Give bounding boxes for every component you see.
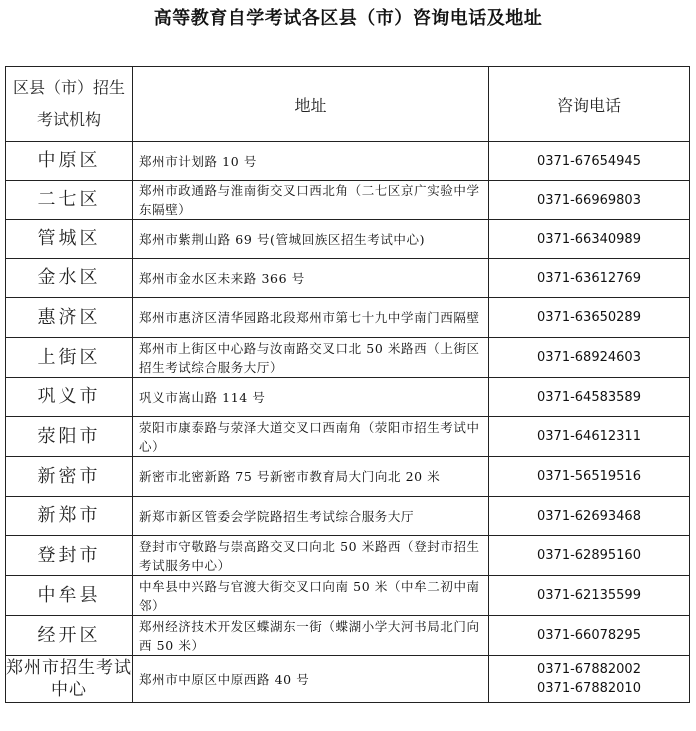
district-name: 中原区 [6, 142, 133, 181]
district-name: 管城区 [6, 220, 133, 259]
address-cell: 郑州市政通路与淮南街交叉口西北角（二七区京广实验中学东隔壁） [133, 181, 489, 220]
table-row [6, 457, 690, 497]
header-district: 区县（市）招生考试机构 [6, 67, 133, 142]
address-cell: 荥阳市康泰路与荥泽大道交叉口西南角（荥阳市招生考试中心） [133, 417, 489, 457]
district-name: 新密市 [6, 457, 133, 497]
table-header-row [6, 67, 690, 142]
phone-number: 0371-67882002 [537, 662, 641, 677]
address-cell: 新密市北密新路 75 号新密市教育局大门向北 20 米 [133, 457, 489, 497]
address-cell: 郑州市中原区中原西路 40 号 [133, 656, 489, 703]
phone-cell: 0371-68924603 [489, 338, 690, 378]
phone-cell: 0371-62693468 [489, 497, 690, 536]
phone-cell: 0371-62895160 [489, 536, 690, 576]
address-cell: 郑州市计划路 10 号 [133, 142, 489, 181]
table-row [6, 497, 690, 536]
district-name: 金水区 [6, 259, 133, 298]
contact-table [5, 66, 690, 703]
table-row [6, 536, 690, 576]
district-name: 二七区 [6, 181, 133, 220]
table-row [6, 576, 690, 616]
address-cell: 新郑市新区管委会学院路招生考试综合服务大厅 [133, 497, 489, 536]
district-name: 巩义市 [6, 378, 133, 417]
phone-cell: 0371-63650289 [489, 298, 690, 338]
address-cell: 郑州经济技术开发区蝶湖东一街（蝶湖小学大河书局北门向西 50 米） [133, 616, 489, 656]
district-name: 上街区 [6, 338, 133, 378]
district-name: 登封市 [6, 536, 133, 576]
table-row [6, 259, 690, 298]
table-row [6, 378, 690, 417]
phone-cell: 0371-64583589 [489, 378, 690, 417]
district-name: 荥阳市 [6, 417, 133, 457]
phone-cell: 0371-56519516 [489, 457, 690, 497]
phone-cell: 0371-63612769 [489, 259, 690, 298]
address-cell: 郑州市紫荆山路 69 号(管城回族区招生考试中心) [133, 220, 489, 259]
table-row [6, 338, 690, 378]
district-name: 经开区 [6, 616, 133, 656]
table-row [6, 616, 690, 656]
header-address: 地址 [133, 67, 489, 142]
phone-cell: 0371-64612311 [489, 417, 690, 457]
table-row [6, 181, 690, 220]
address-cell: 郑州市金水区未来路 366 号 [133, 259, 489, 298]
address-cell: 巩义市嵩山路 114 号 [133, 378, 489, 417]
phone-cell: 0371-67654945 [489, 142, 690, 181]
table-row [6, 417, 690, 457]
table-row [6, 656, 690, 703]
phone-cell: 0371-66969803 [489, 181, 690, 220]
phone-cell [489, 656, 690, 703]
address-cell: 登封市守敬路与崇高路交叉口向北 50 米路西（登封市招生考试服务中心） [133, 536, 489, 576]
district-name: 郑州市招生考试中心 [6, 656, 133, 703]
header-phone: 咨询电话 [489, 67, 690, 142]
district-name: 新郑市 [6, 497, 133, 536]
page-title: 高等教育自学考试各区县（市）咨询电话及地址 [153, 8, 543, 29]
phone-cell: 0371-62135599 [489, 576, 690, 616]
address-cell: 郑州市上街区中心路与汝南路交叉口北 50 米路西（上街区招生考试综合服务大厅） [133, 338, 489, 378]
address-cell: 郑州市惠济区清华园路北段郑州市第七十九中学南门西隔壁 [133, 298, 489, 338]
district-name: 惠济区 [6, 298, 133, 338]
district-name: 中牟县 [6, 576, 133, 616]
table-row [6, 220, 690, 259]
address-cell: 中牟县中兴路与官渡大街交叉口向南 50 米（中牟二初中南邻） [133, 576, 489, 616]
phone-number-secondary: 0371-67882010 [537, 681, 641, 696]
phone-cell: 0371-66340989 [489, 220, 690, 259]
phone-cell: 0371-66078295 [489, 616, 690, 656]
table-row [6, 298, 690, 338]
table-row [6, 142, 690, 181]
